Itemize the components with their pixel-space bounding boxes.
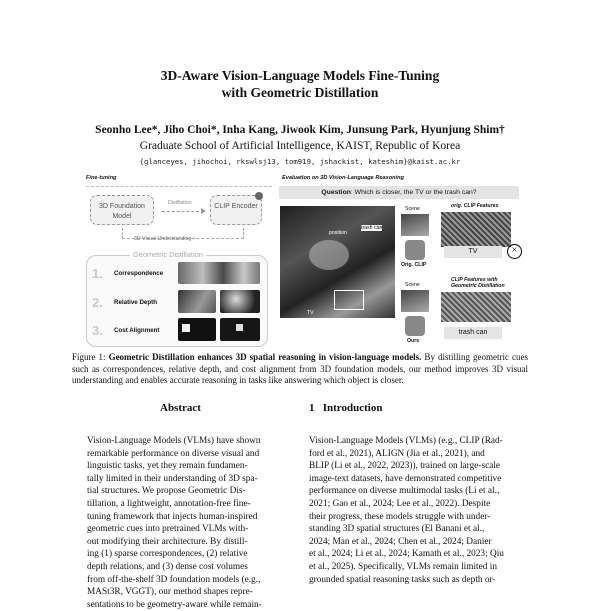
robot-icon-bottom xyxy=(405,316,425,336)
foundation-model-box xyxy=(90,195,154,225)
author-list: Seonho Lee*, Jiho Choi*, Inha Kang, Jiwook Kim, Junsung Park, Hyunjung Shim† xyxy=(95,124,505,136)
answer-tv-box xyxy=(444,246,502,258)
scene-label-bottom: Scene xyxy=(405,282,420,288)
figure-left-panel xyxy=(72,170,277,348)
scene-label-top: Scene xyxy=(405,206,420,212)
step-2-number: 2. xyxy=(92,295,103,310)
step-3-number: 3. xyxy=(92,323,103,338)
intro-heading-number: 1 xyxy=(309,402,315,414)
question-prefix: Question xyxy=(321,189,351,196)
email-list: {glanceyes, jihochoi, rkswlsj13, tom919, jshackist, kateshim}@kaist.ac.kr xyxy=(139,157,461,166)
question-bar xyxy=(279,186,519,199)
position-label: position xyxy=(329,230,347,236)
step-2-label: Relative Depth xyxy=(114,299,157,306)
answer-trash: trash can xyxy=(458,329,488,336)
step-3-label: Cost Alignment xyxy=(114,327,160,334)
abstract-line: tial structures. We propose Geometric Dis- xyxy=(87,486,246,497)
paper-title-line-1: 3D-Aware Vision-Language Models Fine-Tuning xyxy=(160,68,440,83)
abstract-line: geometric cues into pretrained VLMs with- xyxy=(87,524,249,535)
abstract-line: ing (1) sparse correspondences, (2) relative xyxy=(87,549,248,560)
scene-thumb-top xyxy=(401,214,429,236)
abstract-line: from off-the-shelf 3D foundation models (e.g., xyxy=(87,574,261,585)
gd-features-label: CLIP Features with Geometric Distillation xyxy=(451,277,505,289)
abstract-line: tally limited in their understanding of 3D spa- xyxy=(87,473,258,484)
answer-trash-box xyxy=(444,327,502,339)
orig-features-label: orig. CLIP Features xyxy=(451,203,499,209)
abstract-line: out modifying their architecture. By distill- xyxy=(87,536,248,547)
question-body: : Which is closer, the TV or the trash can? xyxy=(350,189,477,196)
scene-thumb-bottom xyxy=(401,290,429,312)
clip-encoder-box xyxy=(210,195,262,225)
intro-line: their progress, these models struggle with under- xyxy=(309,511,491,522)
intro-line: standing 3D spatial structures (El Banani et al., xyxy=(309,524,485,535)
figure-caption xyxy=(72,352,528,387)
step-1-label: Correspondence xyxy=(114,270,164,277)
intro-line: Vision-Language Models (VLMs) (e.g., CLIP (Rad- xyxy=(309,436,503,446)
orig-clip-label: Orig. CLIP xyxy=(401,262,427,268)
intro-line: 2024; Man et al., 2024; Chen et al., 2024; Danier xyxy=(309,536,492,547)
intro-line: performance on diverse multimodal tasks (Li et al., xyxy=(309,486,500,497)
intro-line: grounded spatial reasoning tasks such as depth or- xyxy=(309,574,496,585)
depth-image-b xyxy=(220,290,260,313)
affiliation: Graduate School of Artificial Intelligence, KAIST, Republic of Korea xyxy=(139,140,461,152)
distillation-arrow xyxy=(162,211,204,212)
intro-body xyxy=(309,435,529,586)
depth-image-a xyxy=(178,290,216,313)
intro-line: 2021; Gao et al., 2024; Lee et al., 2022). Despite xyxy=(309,498,491,509)
abstract-line: depth relations, and (3) dense cost volumes xyxy=(87,561,248,572)
wrong-mark-icon: × xyxy=(507,244,522,259)
tv-bounding-box xyxy=(334,290,364,310)
ours-label: Ours xyxy=(407,338,420,344)
cost-highlight-b xyxy=(236,324,243,331)
intro-line: et al., 2025). Specifically, VLMs remain limited in xyxy=(309,561,497,572)
intro-heading-text: Introduction xyxy=(322,402,383,414)
caption-prefix: Figure 1: xyxy=(72,352,106,362)
answer-tv: TV xyxy=(468,248,478,255)
eval-label: Evaluation on 3D Vision-Language Reasoning xyxy=(282,175,404,181)
caption-bold: Geometric Distillation enhances 3D spatial reasoning in vision-language models. xyxy=(108,352,422,362)
abstract-body xyxy=(87,435,275,611)
tv-mark: TV xyxy=(307,310,314,316)
trash-can-label: trash can xyxy=(361,225,383,231)
clip-encoder-label: CLIP Encoder xyxy=(214,203,258,210)
intro-line: image-text datasets, have demonstrated competitive xyxy=(309,473,502,484)
cost-highlight-a xyxy=(182,324,190,332)
abstract-line: MASt3R, VGGT), our method shapes repre- xyxy=(87,587,253,598)
understanding-label: 3D Visual Understanding ↑ xyxy=(134,236,196,242)
intro-line: BLIP (Li et al., 2022, 2023)), trained on large-scale xyxy=(309,461,501,472)
figure-right-panel xyxy=(279,170,530,348)
abstract-heading: Abstract xyxy=(160,402,201,414)
intro-line: et al., 2024; Li et al., 2024; Kamath et al., 2023; Qiu xyxy=(309,549,504,560)
robot-icon-top xyxy=(405,240,425,260)
divider-line xyxy=(86,186,272,188)
arrow-head-icon xyxy=(201,208,206,214)
abstract-line: tillation, a lightweight, annotation-free fine- xyxy=(87,498,251,509)
paper-title-line-2: with Geometric Distillation xyxy=(221,85,379,100)
finetuning-label: Fine-tuning xyxy=(86,175,117,181)
gd-feature-map xyxy=(441,292,511,322)
room-light-spot xyxy=(309,240,349,270)
abstract-line: Vision-Language Models (VLMs) have shown xyxy=(87,436,261,446)
step-1-number: 1. xyxy=(92,266,103,281)
caption-rest: By distilling geometric cues such as correspondences, relative depth, and cost alignment from 3D foundation models, our method improves 3D visual understanding and enables accurate reasoning in tasks like answering which object is closer. xyxy=(72,352,529,385)
orig-feature-map xyxy=(441,212,511,247)
abstract-line: linguistic tasks, yet they remain fundamen- xyxy=(87,461,248,472)
gd-panel-title: Geometric Distillation xyxy=(130,250,206,259)
abstract-line: tuning framework that injects human-inspired xyxy=(87,511,258,522)
abstract-line: sentations to be geometry-aware while remain- xyxy=(87,599,262,610)
foundation-model-label: 3D Foundation Model xyxy=(99,203,145,220)
correspondence-image xyxy=(178,262,260,284)
intro-line: ford et al., 2021), ALIGN (Jia et al., 2021), and xyxy=(309,448,485,459)
intro-heading xyxy=(309,402,382,414)
abstract-line: remarkable performance on diverse visual and xyxy=(87,448,260,459)
distillation-label: Distillation xyxy=(168,200,192,206)
flame-icon xyxy=(255,192,263,200)
